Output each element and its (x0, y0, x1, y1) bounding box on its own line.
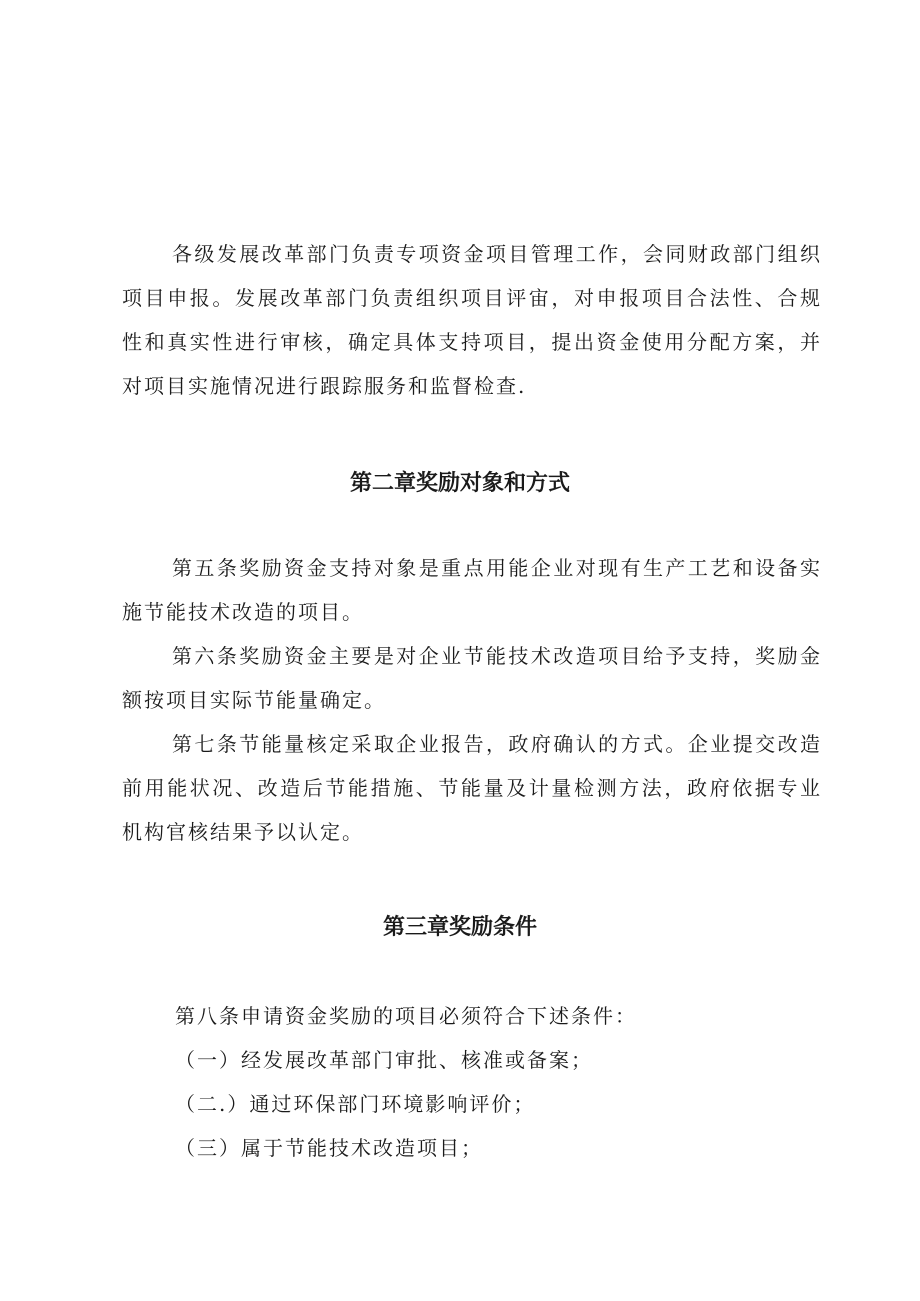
chapter-2-title: 第二章奖励对象和方式 (349, 471, 570, 496)
article-5: 第五条奖励资金支持对象是重点用能企业对现有生产工艺和设备实施节能技术改造的项目。 (122, 556, 822, 624)
condition-item: （二.）通过环保部门环境影响评价； (175, 1092, 536, 1116)
chapter-3-title: 第三章奖励条件 (382, 915, 537, 940)
condition-item: （三）属于节能技术改造项目； (175, 1136, 483, 1160)
paragraph-management-duties: 各级发展改革部门负责专项资金项目管理工作，会同财政部门组织项目申报。发展改革部门负责组织项目评宙，对申报项目合法性、合规性和真实性进行审核，确定具体支持项目，提出资金使用分配方案，并对项目实施情况进行跟踪服务和监督检查. (122, 242, 822, 398)
article-6: 第六条奖励资金主要是对企业节能技术改造项目给予支持，奖励金额按项目实际节能量确定。 (122, 644, 822, 712)
condition-item: （一）经发展改革部门审批、核准或备案； (175, 1048, 593, 1072)
article-7: 第七条节能量核定采取企业报告，政府确认的方式。企业提交改造前用能状况、改造后节能措施、节能量及计量检测方法，政府依据专业机构官核结果予以认定。 (122, 732, 822, 844)
article-8: 第八条申请资金奖励的项目必须符合下述条件： (175, 1004, 637, 1028)
